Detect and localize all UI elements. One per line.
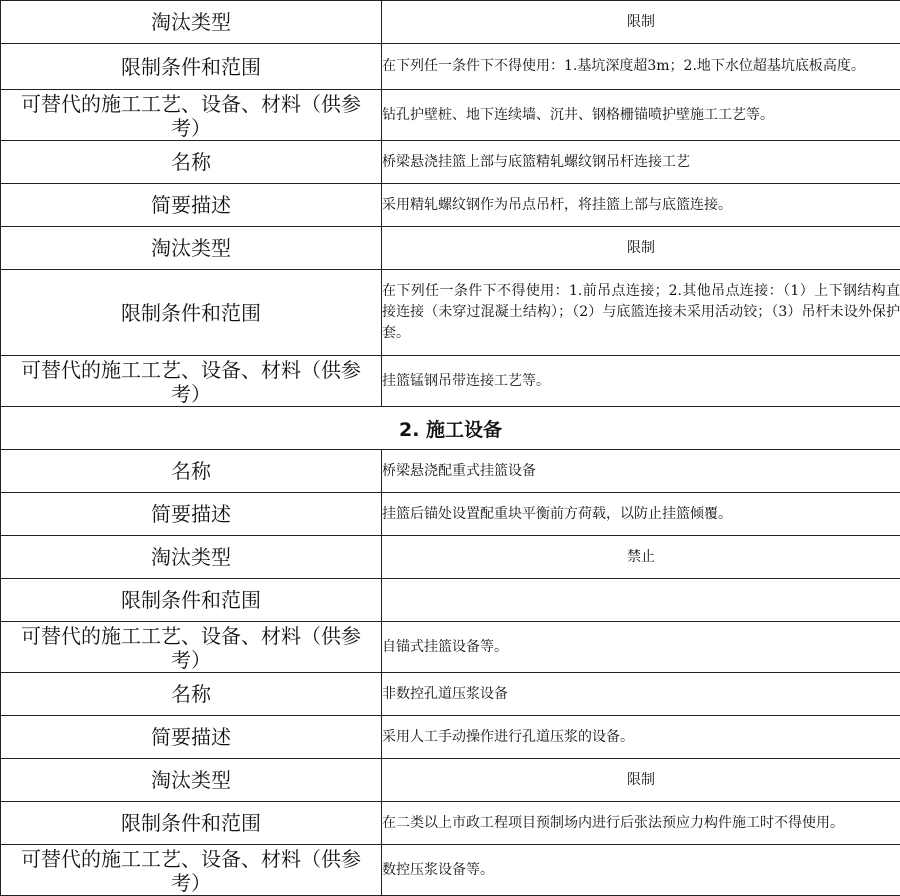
name-label bbox=[1, 673, 382, 716]
restriction-scope-value: 在下列任一条件下不得使用：1.前吊点连接；2.其他吊点连接：（1）上下钢结构直接连接（未穿过混凝土结构）；（2）与底篮连接未采用活动铰；（3）吊杆未设外保护套。 bbox=[382, 270, 900, 356]
elimination-type-label-text: 淘汰类型 bbox=[151, 768, 231, 792]
alternative-value: 钻孔护壁桩、地下连续墙、沉井、钢格栅锚喷护壁施工工艺等。 bbox=[382, 90, 900, 141]
table-row bbox=[1, 184, 900, 227]
brief-description-label bbox=[1, 716, 382, 759]
elimination-type-label-text: 淘汰类型 bbox=[151, 545, 231, 569]
name-value: 非数控孔道压浆设备 bbox=[382, 673, 900, 716]
table-row bbox=[1, 356, 900, 407]
table-row bbox=[1, 673, 900, 716]
brief-description-label bbox=[1, 184, 382, 227]
brief-description-value: 采用精轧螺纹钢作为吊点吊杆，将挂篮上部与底篮连接。 bbox=[382, 184, 900, 227]
brief-description-value: 采用人工手动操作进行孔道压浆的设备。 bbox=[382, 716, 900, 759]
section-title: 2. 施工设备 bbox=[1, 407, 900, 450]
name-label-text: 名称 bbox=[171, 682, 211, 706]
restriction-scope-label bbox=[1, 270, 382, 356]
elimination-type-value: 限制 bbox=[382, 759, 900, 802]
name-label-text: 名称 bbox=[171, 150, 211, 174]
alternative-label bbox=[1, 845, 382, 896]
elimination-type-label-text: 淘汰类型 bbox=[151, 10, 231, 34]
name-label bbox=[1, 450, 382, 493]
table-row bbox=[1, 1, 900, 44]
table-row bbox=[1, 227, 900, 270]
alternative-value: 数控压浆设备等。 bbox=[382, 845, 900, 896]
table-row bbox=[1, 44, 900, 90]
restriction-scope-value bbox=[382, 579, 900, 622]
restriction-scope-label-text: 限制条件和范围 bbox=[121, 55, 261, 79]
restriction-scope-value: 在下列任一条件下不得使用：1.基坑深度超3m；2.地下水位超基坑底板高度。 bbox=[382, 44, 900, 90]
table-row bbox=[1, 845, 900, 896]
alternative-label-text: 可替代的施工工艺、设备、材料（供参考） bbox=[1, 845, 381, 895]
name-label-text: 名称 bbox=[171, 459, 211, 483]
table-row bbox=[1, 141, 900, 184]
name-value: 桥梁悬浇配重式挂篮设备 bbox=[382, 450, 900, 493]
brief-description-label bbox=[1, 493, 382, 536]
elimination-type-value: 限制 bbox=[382, 1, 900, 44]
brief-description-label-text: 简要描述 bbox=[151, 502, 231, 526]
restriction-scope-label-text: 限制条件和范围 bbox=[121, 301, 261, 325]
restriction-scope-label-text: 限制条件和范围 bbox=[121, 811, 261, 835]
alternative-value: 挂篮锰钢吊带连接工艺等。 bbox=[382, 356, 900, 407]
table-row bbox=[1, 450, 900, 493]
elimination-type-label bbox=[1, 227, 382, 270]
elimination-type-label bbox=[1, 759, 382, 802]
alternative-label bbox=[1, 622, 382, 673]
elimination-type-label bbox=[1, 536, 382, 579]
table-row bbox=[1, 536, 900, 579]
brief-description-value: 挂篮后锚处设置配重块平衡前方荷载，以防止挂篮倾覆。 bbox=[382, 493, 900, 536]
alternative-label-text: 可替代的施工工艺、设备、材料（供参考） bbox=[1, 356, 381, 406]
table-row bbox=[1, 270, 900, 356]
table-row bbox=[1, 759, 900, 802]
table-body bbox=[1, 1, 900, 896]
name-value: 桥梁悬浇挂篮上部与底篮精轧螺纹钢吊杆连接工艺 bbox=[382, 141, 900, 184]
alternative-label bbox=[1, 90, 382, 141]
elimination-type-label-text: 淘汰类型 bbox=[151, 236, 231, 260]
restriction-scope-label bbox=[1, 579, 382, 622]
alternative-label-text: 可替代的施工工艺、设备、材料（供参考） bbox=[1, 622, 381, 672]
table-row bbox=[1, 579, 900, 622]
alternative-label-text: 可替代的施工工艺、设备、材料（供参考） bbox=[1, 90, 381, 140]
table-row bbox=[1, 90, 900, 141]
elimination-type-value: 禁止 bbox=[382, 536, 900, 579]
alternative-value: 自锚式挂篮设备等。 bbox=[382, 622, 900, 673]
table-row bbox=[1, 622, 900, 673]
restriction-scope-value: 在二类以上市政工程项目预制场内进行后张法预应力构件施工时不得使用。 bbox=[382, 802, 900, 845]
table-row bbox=[1, 802, 900, 845]
name-label bbox=[1, 141, 382, 184]
section-row bbox=[1, 407, 900, 450]
alternative-label bbox=[1, 356, 382, 407]
elimination-type-label bbox=[1, 1, 382, 44]
elimination-type-value: 限制 bbox=[382, 227, 900, 270]
restriction-scope-label bbox=[1, 802, 382, 845]
restriction-scope-label-text: 限制条件和范围 bbox=[121, 588, 261, 612]
table-row bbox=[1, 493, 900, 536]
brief-description-label-text: 简要描述 bbox=[151, 725, 231, 749]
restriction-scope-label bbox=[1, 44, 382, 90]
table-row bbox=[1, 716, 900, 759]
brief-description-label-text: 简要描述 bbox=[151, 193, 231, 217]
